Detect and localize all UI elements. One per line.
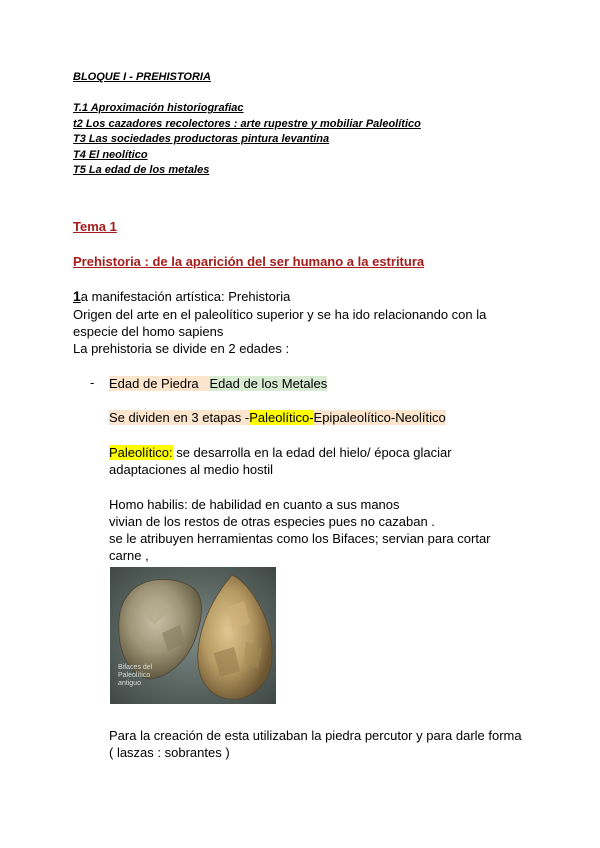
- table-of-contents: [73, 101, 421, 179]
- toc-item: t2 Los cazadores recolectores : arte rupestre y mobiliar Paleolítico: [73, 117, 421, 130]
- homo-line-3: se le atribuyen herramientas como los Bifaces; servian para cortar: [109, 531, 491, 546]
- toc-item: T.1 Aproximación historiografiac: [73, 102, 244, 114]
- paleolithic-line-2: adaptaciones al medio hostil: [109, 462, 274, 477]
- paleolithic-line-1: [109, 444, 452, 461]
- toc-item: T3 Las sociedades productoras pintura levantina: [73, 133, 330, 145]
- stone-age-label: Edad de Piedra: [109, 376, 199, 391]
- ages-line: [109, 375, 327, 392]
- creation-line-1: Para la creación de esta utilizaban la piedra percutor y para darle forma: [109, 728, 522, 743]
- creation-line-2: ( laszas : sobrantes ): [109, 745, 230, 760]
- bifaces-photo: [110, 567, 276, 704]
- section-heading: Prehistoria : de la aparición del ser humano a la estritura: [73, 254, 425, 269]
- homo-line-2: vivian de los restos de otras especies pues no cazaban .: [109, 514, 435, 529]
- block-title: BLOQUE I - PREHISTORIA: [73, 71, 211, 83]
- intro-line-4: La prehistoria se divide en 2 edades :: [73, 341, 290, 356]
- intro-line-2: Origen del arte en el paleolítico superior y se ha ido relacionando con la: [73, 307, 487, 322]
- photo-caption: Bifaces del Paleolítico antiguo: [118, 664, 153, 687]
- homo-line-1: Homo habilis: de habilidad en cuanto a sus manos: [109, 497, 400, 512]
- bullet-dash: -: [90, 375, 95, 390]
- stages-rest: Epipaleolítico-Neolítico: [313, 410, 446, 425]
- stone-age-highlight: [109, 376, 209, 391]
- paleolithic-text-1: se desarrolla en la edad del hielo/ época glaciar: [172, 445, 452, 460]
- intro-line-1-text: a manifestación artística: Prehistoria: [80, 289, 291, 304]
- stages-prefix: Se dividen en 3 etapas -: [109, 410, 250, 425]
- paleolithic-label: Paleolítico:: [109, 445, 173, 460]
- metal-age-highlight: Edad de los Metales: [209, 376, 328, 391]
- biface-right-shape: [198, 575, 272, 699]
- topic-title: Tema 1: [73, 219, 117, 234]
- toc-item: T4 El neolítico: [73, 148, 148, 161]
- first-letter: 1: [73, 288, 81, 304]
- toc-item: T5 La edad de los metales: [73, 164, 210, 176]
- intro-line-1: [73, 288, 290, 305]
- homo-line-4: carne ,: [109, 548, 149, 563]
- stages-paleolithic: Paleolítico-: [249, 410, 314, 425]
- intro-line-3: especie del homo sapiens: [73, 324, 224, 339]
- stages-line: [109, 409, 446, 426]
